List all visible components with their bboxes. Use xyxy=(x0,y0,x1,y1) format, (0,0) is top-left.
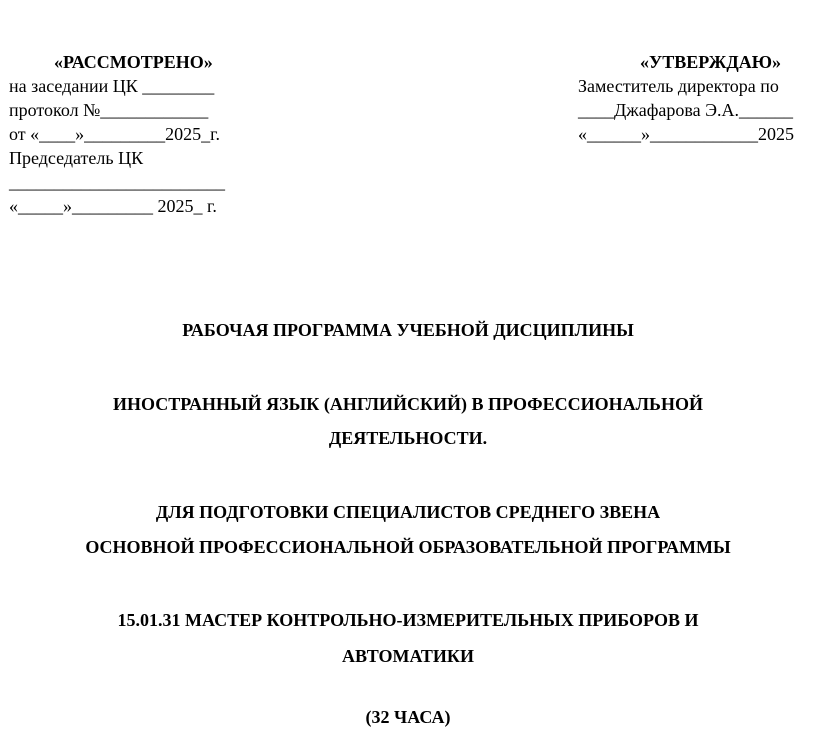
deputy-signature-line: ____Джафарова Э.А.______ xyxy=(578,100,793,120)
deputy-director-line: Заместитель директора по xyxy=(578,76,779,96)
chair-date-line: «_____»_________ 2025_ г. xyxy=(9,196,217,216)
specialty-line2: АВТОМАТИКИ xyxy=(341,646,474,666)
protocol-date-line: от «____»_________2025_г. xyxy=(9,124,220,144)
committee-meeting-line: на заседании ЦК ________ xyxy=(9,76,215,96)
approval-considered-block xyxy=(9,50,225,218)
protocol-number-line: протокол №____________ xyxy=(9,100,209,120)
discipline-name-line1: ИНОСТРАННЫЙ ЯЗЫК (АНГЛИЙСКИЙ) В ПРОФЕССИОНАЛЬНОЙ xyxy=(113,394,703,414)
hours-label: (32 ЧАСА) xyxy=(365,707,451,727)
considered-heading: «РАССМОТРЕНО» xyxy=(54,52,213,72)
approval-approved-block xyxy=(578,50,794,146)
approval-date-line: «______»____________2025 xyxy=(578,124,794,144)
chair-signature-line: ________________________ xyxy=(9,172,225,192)
specialty-line1: 15.01.31 МАСТЕР КОНТРОЛЬНО-ИЗМЕРИТЕЛЬНЫХ ПРИБОРОВ И xyxy=(117,610,699,630)
committee-chair-label: Председатель ЦК xyxy=(9,148,144,168)
purpose-line1: ДЛЯ ПОДГОТОВКИ СПЕЦИАЛИСТОВ СРЕДНЕГО ЗВЕНА xyxy=(155,502,661,522)
document-title: РАБОЧАЯ ПРОГРАММА УЧЕБНОЙ ДИСЦИПЛИНЫ xyxy=(182,320,634,340)
approved-heading: «УТВЕРЖДАЮ» xyxy=(640,52,782,72)
discipline-name-line2: ДЕЯТЕЛЬНОСТИ. xyxy=(328,428,488,448)
purpose-line2: ОСНОВНОЙ ПРОФЕССИОНАЛЬНОЙ ОБРАЗОВАТЕЛЬНОЙ ПРОГРАММЫ xyxy=(85,537,731,557)
